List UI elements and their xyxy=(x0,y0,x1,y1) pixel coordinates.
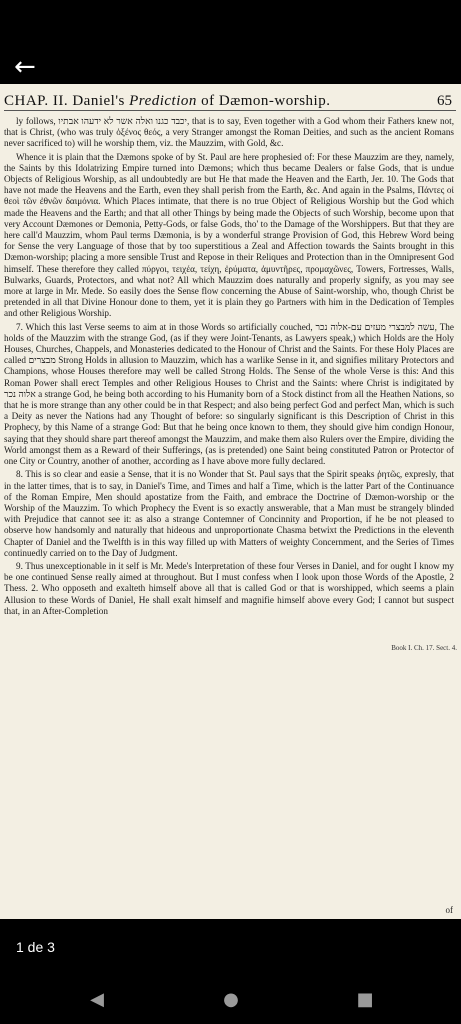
paragraph-5: 9. Thus unexceptionable in it self is Mr. Mede's Interpretation of these four Verses in Daniel, and for ought I know my be one continued Sense really aimed at throughout. But I must confess when I look upon those Words of the Apostle, 2 Thess. 2. Who opposeth and exalteth himself above all that is called God or that is worshipped, which seems a plain Allusion to these Words of Daniel, He shall exalt himself and magnifie himself above every God; I cannot but suspect that, in an After-Completion xyxy=(4,560,454,616)
paragraph-3: 7. Which this last Verse seems to aim at in those Words so artificially couched, עשה למבצרי מעזים עם-אלוה נכר, The holds of the Mauzzim with the strange God, (as if they were Joint-Tenants, as Lawyers speak,) which Holds are the Holy Houses, Churches, Chappels, and Monasteries dedicated to the Honour of Christ and the Saints. For these Holy Places are called מבצרים Strong Holds in allusion to Mauzzim, which has a warlike Sense in it, and signifies military Protectors and Champions, whose Houses therefore may well be called Strong Holds. The Sense of the whole Verse is this: And this Roman Power shall erect Temples and other Religious Houses to Christ and the Saints: where Christ is indigitated by אלוה נכר a strange God, he being both according to his Humanity born of a Stock distinct from all the Heathen Nations, so that he is more strange than any other could be in that Respect; and also being perfect God and perfect Man, which is such a Deity as never the Nations had any Thought of before: so singularly significant is this Description of Christ in this Prophecy, by this Name of a strange God: But that he being once known to them, they should give him condign Honour, saying that they should share part thereof amongst the Mauzzim, and make them also Rulers over the Empire, dividing the World amongst them as a Reward of their Sufferings, (as is pretended) one Saint being constituted Patron or Protector of one City or Country, another of another, according as I have above more fully declared. xyxy=(4,321,454,467)
paragraph-4: 8. This is so clear and easie a Sense, that it is no Wonder that St. Paul says that the Spirit speaks ῥητῶς, expresly, that in the latter times, that is to say, in Daniel's Time, and Times and half a Time, which is the latter Part of the Continuance of the Roman Empire, Men should apostatize from the Faith, and embrace the Doctrine of Dæmon-worship or the Worship of the Mauzzim. To which Prophecy the Event is so exactly answerable, that a Man must be strangely blinded with Prejudice that cannot see it: as also a strange Contemner of Concinnity and Proportion, if he be not pleased to observe how handsomly and naturally that hideous and unproportionate Chasma betwixt the Predictions in the eleventh Chapter of Daniel and the Twelfth is in this way filled up with Matters of weighty Concernment, and the Series of Times continuedly carried on to the Day of Judgment. xyxy=(4,469,454,558)
system-nav-bar xyxy=(0,985,461,1015)
document-page-image xyxy=(0,84,461,919)
title-prediction: Prediction xyxy=(129,93,197,109)
circle-home-icon[interactable]: ● xyxy=(223,989,239,1010)
chapter-label: CHAP. II. xyxy=(4,93,69,109)
triangle-back-icon[interactable]: ◀ xyxy=(90,989,104,1010)
running-header-title xyxy=(4,93,330,110)
margin-note: Book I. Ch. 17. Sect. 4. xyxy=(391,644,457,652)
running-header xyxy=(4,88,456,111)
catchword: of xyxy=(445,905,453,915)
square-recents-icon[interactable]: ■ xyxy=(356,989,374,1010)
page-number: 65 xyxy=(437,93,452,109)
paragraph-1: ly follows, יכבד כגנו ואלה אשר לא ידעהו אבתיו, that is to say, Even together with a God whom their Fathers knew not, that is Christ, (who was truly ὁξένος θεός, a very Stranger amongst the Roman Deities, and such as the ancient Romans never sacrificed to) will he worship them, viz. the Mauzzim, with Gold, &c. xyxy=(4,116,454,149)
title-rest: of Dæmon-worship. xyxy=(201,93,331,109)
page-counter: 1 de 3 xyxy=(16,939,55,955)
page-body xyxy=(4,116,454,617)
app-bottom-bar xyxy=(0,919,461,1024)
title-daniels: Daniel's xyxy=(72,93,125,109)
arrow-left-icon[interactable]: ← xyxy=(14,52,36,82)
app-top-bar xyxy=(0,0,461,84)
paragraph-2: Whence it is plain that the Dæmons spoke of by St. Paul are here prophesied of: For these Mauzzim are they, namely, the Saints by this Idolatrizing Empire turned into Dæmons; which thus became Dealers or false Gods, that is undue Objects of Religious Worship, as all undoubtedly are but He that made the Heaven and the Earth, Jer. 10. The Gods that have not made the Heavens and the Earth, even they shall perish from the Earth, &c. And again in the Psalms, Πάντες οἱ θεοὶ τῶν ἐθνῶν δαιμόνια. Which Places intimate, that there is no true Object of Religious Worship but the God which made the Heavens and the Earth; and that all other Things by being made the Objects of such Worship, become upon that very Account Dæmones or Demonia, Petty-Gods, or false Gods, tho' to the Damage of the Worshippers. But that they are here call'd Mauzzim, whom Paul terms Dæmonia, is by a wonderful strange Provision of God, this Hebrew Word being for Sense the very Language of those that by too superstitious a Zeal and Affection towards the Saints brought in this Dæmon-worship; placing a more sensible Trust and Repose in their Reliques and Protection than in the Omnipresent God himself. These therefore they called πύργοι, τειχέα, τείχη, ἐρύματα, ἀμυντῆρες, προμαχῶνες, Towers, Fortresses, Walls, Bulwarks, Guards, Protectors, and what not? All which Mauzzim does naturally and properly signify, as you may see more at large in Mr. Mede. So easily does the Sense flow concerning the Abuse of Saint-worship, who, though Christ be pretended in all that Divine Honour done to them, yet it is plain they go Partners with him in the Dedication of Temples and other Religious Worship. xyxy=(4,151,454,319)
